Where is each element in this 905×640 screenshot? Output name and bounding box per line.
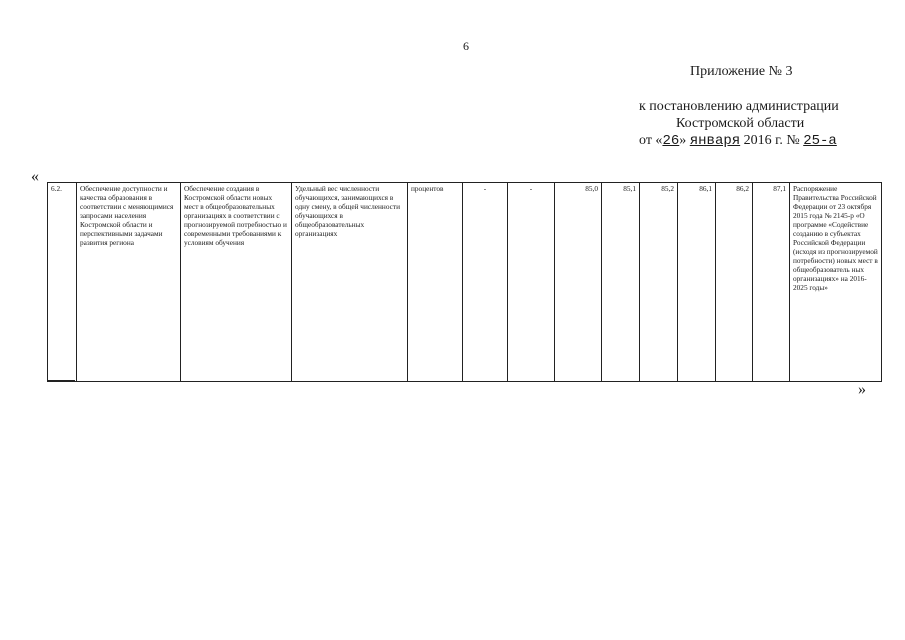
resolution-number: 25-а <box>803 133 837 149</box>
date-day-close: » <box>679 133 687 148</box>
value-cell-7: 86,2 <box>716 183 753 382</box>
goal-cell: Обеспечение доступности и качества образования в соответствии с меняющимися запросами населения Костромской области и перспективными задачами развития региона <box>77 183 181 382</box>
table-row <box>48 183 882 382</box>
value-cell-6: 86,1 <box>678 183 716 382</box>
source-cell: Распоряжение Правительства Российской Федерации от 23 октября 2015 года № 2145-р «О программе «Содействие созданию в субъектах Российской Федерации (исходя из прогнозируемой потребности) новых мест в общеобразователь ных организациях» на 2016-2025 годы» <box>790 183 882 382</box>
close-quote: » <box>858 381 866 398</box>
value-cell-3: 85,0 <box>555 183 602 382</box>
date-year: 2016 г. № <box>743 133 800 148</box>
row-index: 6.2. <box>48 183 77 382</box>
value-cell-2: - <box>508 183 555 382</box>
value-cell-8: 87,1 <box>753 183 790 382</box>
date-day: 26 <box>662 133 680 149</box>
program-table <box>47 182 882 382</box>
page-number: 6 <box>463 39 469 53</box>
date-month: января <box>689 133 741 149</box>
resolution-line-1: к постановлению администрации <box>639 99 839 114</box>
resolution-line-2: Костромской области <box>676 116 805 131</box>
table-underline <box>47 380 75 381</box>
date-prefix: от « <box>639 133 663 148</box>
task-cell: Обеспечение создания в Костромской области новых мест в общеобразовательных организациях в соответствии с прогнозируемой потребностью и современными требованиями к условиям обучения <box>181 183 292 382</box>
value-cell-5: 85,2 <box>640 183 678 382</box>
appendix-title: Приложение № 3 <box>690 64 793 79</box>
value-cell-1: - <box>463 183 508 382</box>
open-quote: « <box>31 168 39 185</box>
resolution-date <box>639 133 837 149</box>
indicator-cell: Удельный вес численности обучающихся, занимающихся в одну смену, в общей численности обучающихся в общеобразовательных организациях <box>292 183 408 382</box>
unit-cell: процентов <box>408 183 463 382</box>
value-cell-4: 85,1 <box>602 183 640 382</box>
